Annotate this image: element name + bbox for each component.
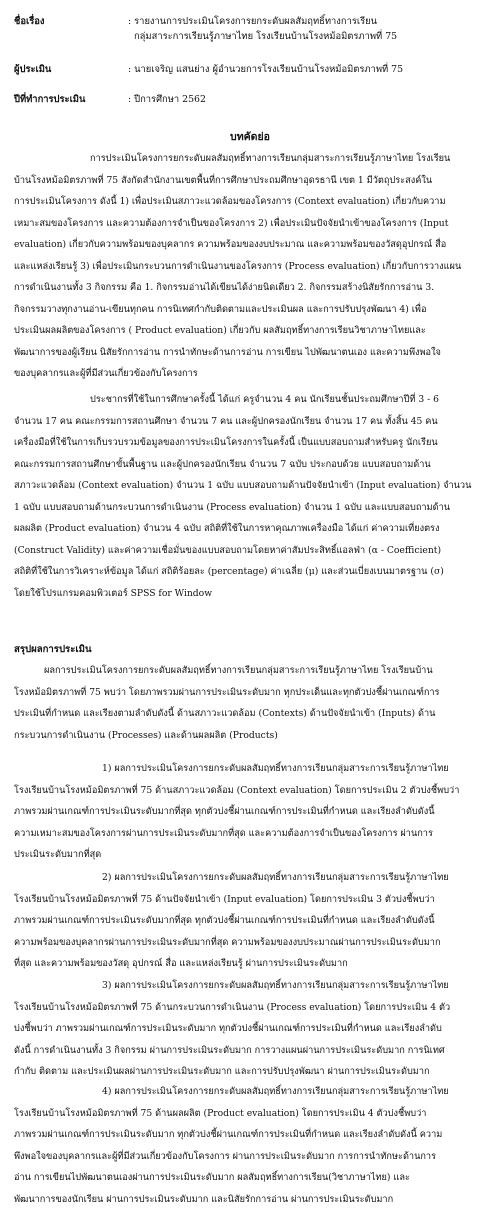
- summary-item-2: [14, 867, 488, 975]
- text-line: การดำเนินงานทั้ง 3 กิจกรรม คือ 1. กิจกรรมอ่านได้เขียนได้ง่ายนิดเดียว 2. กิจกรรมสร้างนิสัยรักการอ่าน 3.: [14, 277, 488, 299]
- year-line: : ปีการศึกษา 2562: [128, 92, 500, 107]
- text-line: เหมาะสมของโครงการ และความต้องการจำเป็นของโครงการ 2) เพื่อประเมินปัจจัยนำเข้าของโครงการ (Input: [14, 213, 488, 235]
- text-line: ประชากรที่ใช้ในการศึกษาครั้งนี้ ได้แก่ ครูจำนวน 4 คน นักเรียนชั้นประถมศึกษาปีที่ 3 - 6: [14, 389, 488, 411]
- text-line: ประเมินที่กำหนด และเรียงตามลำดับดังนี้ ด้านสภาวะแวดล้อม (Contexts) ด้านปัจจัยนำเข้า (Inputs) ด้าน: [14, 703, 488, 725]
- text-line: ผลการประเมินโครงการยกระดับผลสัมฤทธิ์ทางการเรียนกลุ่มสาระการเรียนรู้ภาษาไทย โรงเรียนบ้าน: [14, 660, 488, 682]
- evaluator-label: ผู้ประเมิน: [14, 62, 124, 77]
- text-line: โรงเรียนบ้านโรงหม้อมิตรภาพที่ 75 ด้านผลผลิต (Product evaluation) โดยการประเมิน 4 ตัวบ่งชี้พบว่า: [14, 1103, 488, 1125]
- abstract-paragraph-1: [14, 148, 488, 385]
- topic-value: [128, 14, 500, 44]
- topic-label: ชื่อเรื่อง: [14, 14, 124, 29]
- text-line: พัฒนาการของนักเรียน ผ่านการประเมินระดับมาก และนิสัยรักการอ่าน ผ่านการประเมินระดับมาก: [14, 1189, 488, 1210]
- text-line: 1 ฉบับ แบบสอบถามด้านกระบวนการดำเนินงาน (Process evaluation) จำนวน 1 ฉบับ และแบบสอบถามด้าน: [14, 497, 488, 519]
- text-line: จำนวน 17 คน คณะกรรมการสถานศึกษา จำนวน 7 คน และผู้ปกครองนักเรียน จำนวน 17 คน ทั้งสิ้น 45 คน: [14, 411, 488, 433]
- summary-title: สรุปผลการประเมิน: [14, 642, 92, 657]
- text-line: เครื่องมือที่ใช้ในการเก็บรวบรวมข้อมูลของการประเมินโครงการในครั้งนี้ เป็นแบบสอบถามสำหรับครู นักเรียน: [14, 432, 488, 454]
- text-line: และแหล่งเรียนรู้ 3) เพื่อประเมินกระบวนการดำเนินงานของโครงการ (Process evaluation) เกี่ยวกับการวางแผน: [14, 256, 488, 278]
- text-line: evaluation) เกี่ยวกับความพร้อมของบุคลากร ความพร้อมของงบประมาณ และความพร้อมของวัสดุอุปกรณ์ สื่อ: [14, 234, 488, 256]
- text-line: 1) ผลการประเมินโครงการยกระดับผลสัมฤทธิ์ทางการเรียนกลุ่มสาระการเรียนรู้ภาษาไทย: [14, 758, 488, 780]
- evaluator-line: : นายเจริญ แสนย่าง ผู้อำนวยการโรงเรียนบ้านโรงหม้อมิตรภาพที่ 75: [128, 62, 500, 77]
- text-line: โรงเรียนบ้านโรงหม้อมิตรภาพที่ 75 ด้านกระบวนการดำเนินงาน (Process evaluation) โดยการประเมิน 4 ตัว: [14, 997, 488, 1019]
- text-line: โดยใช้โปรแกรมคอมพิวเตอร์ SPSS for Window: [14, 583, 488, 605]
- text-line: สถิติที่ใช้ในการวิเคราะห์ข้อมูล ได้แก่ สถิติร้อยละ (percentage) ค่าเฉลี่ย (μ) และส่วนเบี่ยงเบนมาตรฐาน (σ): [14, 561, 488, 583]
- text-line: ความพร้อมของบุคลากรผ่านการประเมินระดับมากที่สุด ความพร้อมของงบประมาณผ่านการประเมินระดับมาก: [14, 932, 488, 954]
- text-line: พัฒนาการของผู้เรียน นิสัยรักการอ่าน การนำทักษะด้านการอ่าน การเขียน ไปพัฒนาตนเอง และความพึงพอใจ: [14, 342, 488, 364]
- abstract-title: บทคัดย่อ: [0, 128, 500, 145]
- text-line: ผลผลิต (Product evaluation) จำนวน 4 ฉบับ สถิติที่ใช้ในการหาคุณภาพเครื่องมือ ได้แก่ ค่าความเที่ยงตรง: [14, 518, 488, 540]
- summary-paragraph-intro: [14, 660, 488, 746]
- text-line: การประเมินโครงการยกระดับผลสัมฤทธิ์ทางการเรียนกลุ่มสาระการเรียนรู้ภาษาไทย โรงเรียน: [14, 148, 488, 170]
- text-line: โรงเรียนบ้านโรงหม้อมิตรภาพที่ 75 ด้านสภาวะแวดล้อม (Context evaluation) โดยการประเมิน 2 ตัวบ่งชี้พบว่า: [14, 780, 488, 802]
- text-line: ภาพรวมผ่านเกณฑ์การประเมินระดับมากที่สุด ทุกตัวบ่งชี้ผ่านเกณฑ์การประเมินที่กำหนด และเรียงลำดับดังนี้: [14, 910, 488, 932]
- summary-item-4: [14, 1081, 488, 1210]
- text-line: การประเมินโครงการ ดังนี้ 1) เพื่อประเมินสภาวะแวดล้อมของโครงการ (Context evaluation) เกี่ยวกับความ: [14, 191, 488, 213]
- topic-line: กลุ่มสาระการเรียนรู้ภาษาไทย โรงเรียนบ้านโรงหม้อมิตรภาพที่ 75: [128, 29, 500, 44]
- text-line: โรงหม้อมิตรภาพที่ 75 พบว่า โดยภาพรวมผ่านการประเมินระดับมาก ทุกประเด็นและทุกตัวบ่งชี้ผ่านเกณฑ์การ: [14, 682, 488, 704]
- year-value: [128, 92, 500, 107]
- text-line: ประเมินผลผลิตของโครงการ ( Product evaluation) เกี่ยวกับ ผลสัมฤทธิ์ทางการเรียนวิชาภาษาไทยและ: [14, 320, 488, 342]
- text-line: ดังนี้ การดำเนินงานทั้ง 3 กิจกรรม ผ่านการประเมินระดับมาก การวางแผนผ่านการประเมินระดับมาก การนิเทศ: [14, 1040, 488, 1062]
- evaluator-value: [128, 62, 500, 77]
- text-line: ความเหมาะสมของโครงการผ่านการประเมินระดับมากที่สุด และความต้องการจำเป็นของโครงการ ผ่านการ: [14, 823, 488, 845]
- summary-item-3: [14, 975, 488, 1083]
- text-line: ที่สุด และความพร้อมของวัสดุ อุปกรณ์ สื่อ และแหล่งเรียนรู้ ผ่านการประเมินระดับมาก: [14, 953, 488, 975]
- text-line: กำกับ ติดตาม และประเมินผลผ่านการประเมินระดับมาก และการปรับปรุงพัฒนา ผ่านการประเมินระดับมาก: [14, 1061, 488, 1083]
- text-line: (Construct Validity) และค่าความเชื่อมั่นของแบบสอบถามโดยหาค่าสัมประสิทธิ์แอลฟ่า (α - Coefficient): [14, 540, 488, 562]
- summary-item-1: [14, 758, 488, 866]
- text-line: กิจกรรมวางทุกงานอ่าน-เขียนทุกคน การนิเทศกำกับติดตามและประเมินผล และการปรับปรุงพัฒนา 4) เพื่อ: [14, 299, 488, 321]
- text-line: ของบุคลากรและผู้ที่มีส่วนเกี่ยวข้องกับโครงการ: [14, 363, 488, 385]
- year-label: ปีที่ทำการประเมิน: [14, 92, 124, 107]
- abstract-paragraph-2: [14, 389, 488, 604]
- text-line: อ่าน การเขียนไปพัฒนาตนเองผ่านการประเมินระดับมาก ผลสัมฤทธิ์ทางการเรียน(วิชาภาษาไทย) และ: [14, 1167, 488, 1189]
- topic-line: : รายงานการประเมินโครงการยกระดับผลสัมฤทธิ์ทางการเรียน: [128, 14, 500, 29]
- text-line: 4) ผลการประเมินโครงการยกระดับผลสัมฤทธิ์ทางการเรียนกลุ่มสาระการเรียนรู้ภาษาไทย: [14, 1081, 488, 1103]
- text-line: 2) ผลการประเมินโครงการยกระดับผลสัมฤทธิ์ทางการเรียนกลุ่มสาระการเรียนรู้ภาษาไทย: [14, 867, 488, 889]
- text-line: โรงเรียนบ้านโรงหม้อมิตรภาพที่ 75 ด้านปัจจัยนำเข้า (Input evaluation) โดยการประเมิน 3 ตัวบ่งชี้พบว่า: [14, 889, 488, 911]
- text-line: คณะกรรมการสถานศึกษาขั้นพื้นฐาน และผู้ปกครองนักเรียน จำนวน 7 ฉบับ ประกอบด้วย แบบสอบถามด้าน: [14, 454, 488, 476]
- text-line: ภาพรวมผ่านเกณฑ์การประเมินระดับมากที่สุด ทุกตัวบ่งชี้ผ่านเกณฑ์การประเมินที่กำหนด และเรียงลำดับดังนี้: [14, 801, 488, 823]
- text-line: พึงพอใจของบุคลากรและผู้ที่มีส่วนเกี่ยวข้องกับโครงการ ผ่านการประเมินระดับมาก การการนำทักษะด้านการ: [14, 1146, 488, 1168]
- text-line: ประเมินระดับมากที่สุด: [14, 844, 488, 866]
- text-line: บ้านโรงหม้อมิตรภาพที่ 75 สังกัดสำนักงานเขตพื้นที่การศึกษาประถมศึกษาอุดรธานี เขต 1 มีวัตถุประสงค์ใน: [14, 170, 488, 192]
- text-line: 3) ผลการประเมินโครงการยกระดับผลสัมฤทธิ์ทางการเรียนกลุ่มสาระการเรียนรู้ภาษาไทย: [14, 975, 488, 997]
- text-line: ภาพรวมผ่านเกณฑ์การประเมินระดับมาก ทุกตัวบ่งชี้ผ่านเกณฑ์การประเมินที่กำหนด และเรียงลำดับดังนี้ ความ: [14, 1124, 488, 1146]
- text-line: กระบวนการดำเนินงาน (Processes) และด้านผลผลิต (Products): [14, 725, 488, 747]
- text-line: สภาวะแวดล้อม (Context evaluation) จำนวน 1 ฉบับ แบบสอบถามด้านปัจจัยนำเข้า (Input evaluation) จำนวน: [14, 475, 488, 497]
- text-line: บ่งชี้พบว่า ภาพรวมผ่านเกณฑ์การประเมินระดับมาก ทุกตัวบ่งชี้ผ่านเกณฑ์การประเมินที่กำหนด และเรียงลำดับ: [14, 1018, 488, 1040]
